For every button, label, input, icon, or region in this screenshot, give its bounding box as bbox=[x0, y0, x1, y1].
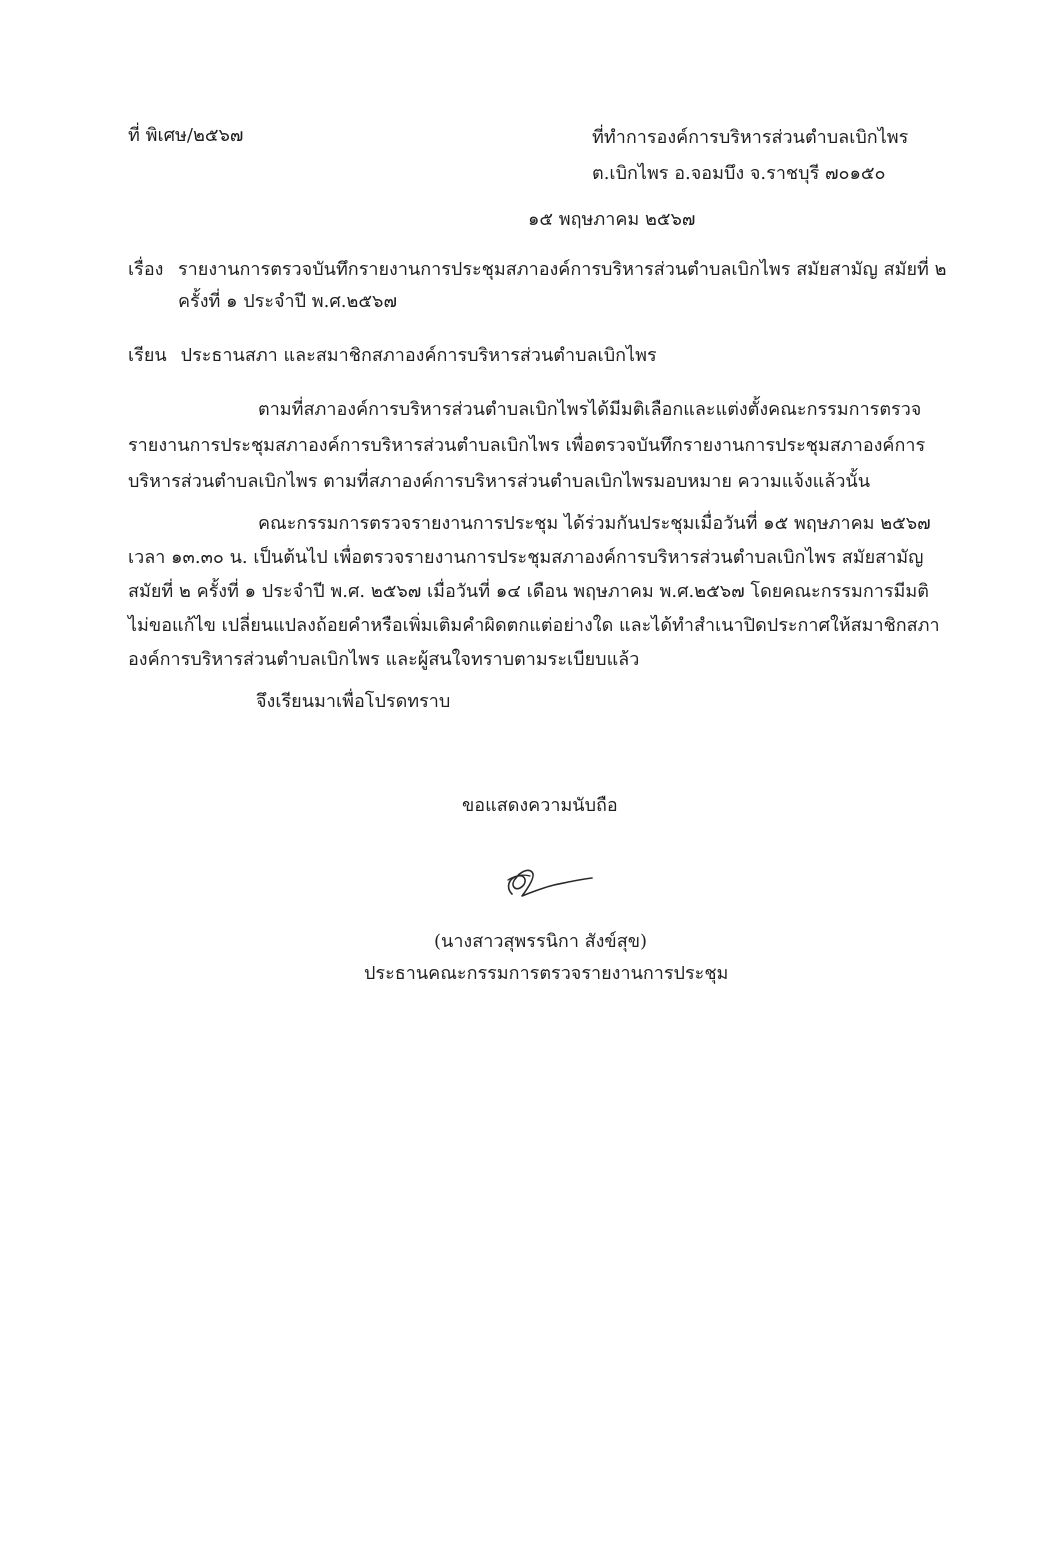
paragraph-line: เวลา ๑๓.๓๐ น. เป็นต้นไป เพื่อตรวจรายงานการประชุมสภาองค์การบริหารส่วนตำบลเบิกไพร สมัยสามัญ bbox=[128, 547, 924, 568]
salutation bbox=[128, 340, 657, 369]
office-address-line1: ที่ทำการองค์การบริหารส่วนตำบลเบิกไพร bbox=[592, 127, 909, 148]
reference-number: ที่ พิเศษ/๒๕๖๗ bbox=[128, 125, 244, 146]
letter-date: ๑๕ พฤษภาคม ๒๕๖๗ bbox=[528, 209, 696, 230]
paragraph-line: องค์การบริหารส่วนตำบลเบิกไพร และผู้สนใจทราบตามระเบียบแล้ว bbox=[128, 649, 640, 670]
paragraph-line: คณะกรรมการตรวจรายงานการประชุม ได้ร่วมกันประชุมเมื่อวันที่ ๑๕ พฤษภาคม ๒๕๖๗ bbox=[258, 513, 931, 534]
paragraph-line: ไม่ขอแก้ไข เปลี่ยนแปลงถ้อยคำหรือเพิ่มเติมคำผิดตกแต่อย่างใด และได้ทำสำเนาปิดประกาศให้สมาชิกสภา bbox=[128, 615, 940, 636]
subject-line1: รายงานการตรวจบันทึกรายงานการประชุมสภาองค์การบริหารส่วนตำบลเบิกไพร สมัยสามัญ สมัยที่ ๒ bbox=[178, 259, 947, 280]
salutation-label: เรียน bbox=[128, 345, 167, 366]
signer-name: (นางสาวสุพรรนิกา สังข์สุข) bbox=[434, 931, 648, 952]
regards-text: ขอแสดงความนับถือ bbox=[462, 795, 618, 816]
signature-image bbox=[498, 858, 598, 908]
subject-line2: ครั้งที่ ๑ ประจำปี พ.ศ.๒๕๖๗ bbox=[178, 291, 397, 312]
paragraph-line: รายงานการประชุมสภาองค์การบริหารส่วนตำบลเบิกไพร เพื่อตรวจบันทึกรายงานการประชุมสภาองค์การ bbox=[128, 435, 926, 456]
paragraph-line: ตามที่สภาองค์การบริหารส่วนตำบลเบิกไพรได้มีมติเลือกและแต่งตั้งคณะกรรมการตรวจ bbox=[258, 399, 922, 420]
office-address-line2: ต.เบิกไพร อ.จอมบึง จ.ราชบุรี ๗๐๑๕๐ bbox=[592, 163, 886, 184]
closing-line: จึงเรียนมาเพื่อโปรดทราบ bbox=[256, 691, 451, 712]
subject-label: เรื่อง bbox=[128, 259, 164, 280]
paragraph-line: สมัยที่ ๒ ครั้งที่ ๑ ประจำปี พ.ศ. ๒๕๖๗ เมื่อวันที่ ๑๔ เดือน พฤษภาคม พ.ศ.๒๕๖๗ โดยคณะกรรมการมีมติ bbox=[128, 581, 929, 602]
paragraph-line: บริหารส่วนตำบลเบิกไพร ตามที่สภาองค์การบริหารส่วนตำบลเบิกไพรมอบหมาย ความแจ้งแล้วนั้น bbox=[128, 471, 871, 492]
signer-title: ประธานคณะกรรมการตรวจรายงานการประชุม bbox=[364, 963, 729, 984]
salutation-text: ประธานสภา และสมาชิกสภาองค์การบริหารส่วนตำบลเบิกไพร bbox=[180, 345, 657, 366]
